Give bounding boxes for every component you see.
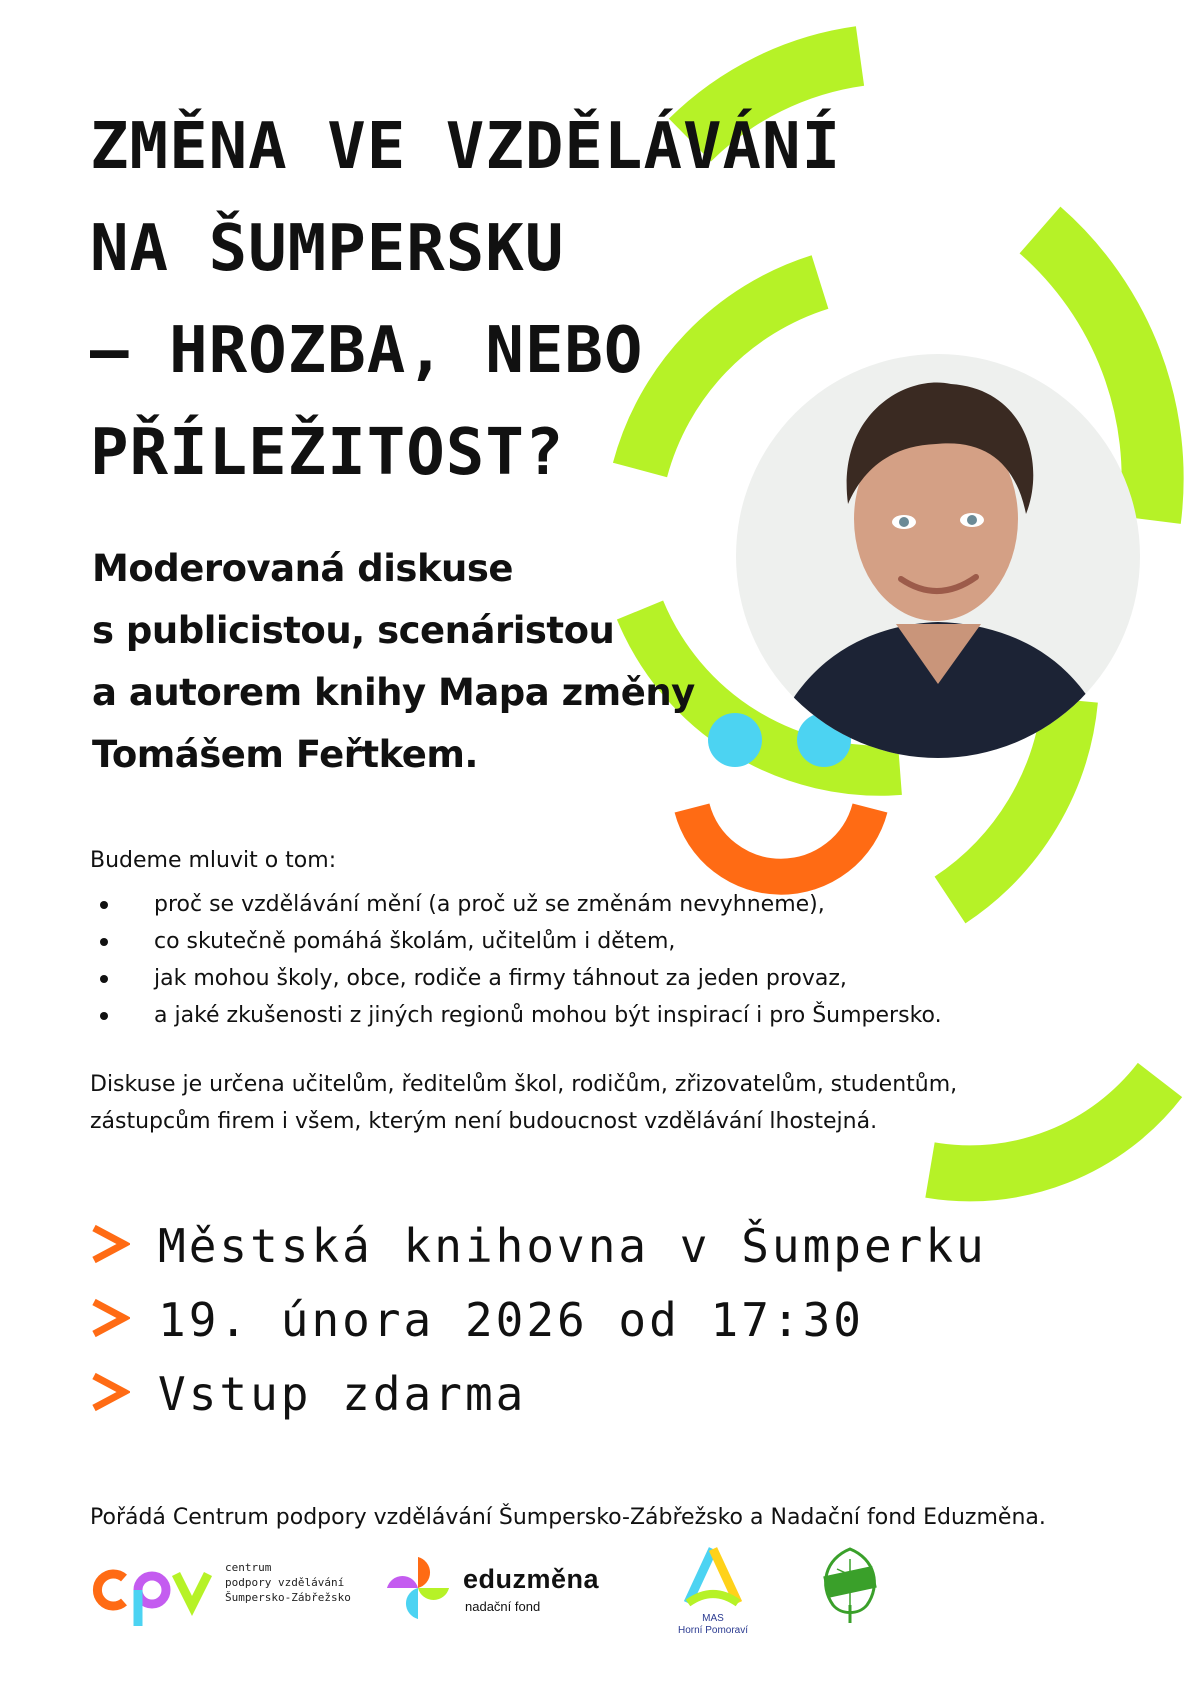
cpv-logo-text — [225, 1560, 351, 1605]
topics-list — [90, 886, 1050, 1034]
cpv-logo — [90, 1560, 218, 1630]
list-item — [90, 960, 1050, 997]
mas-horni-pomoravi-mark — [680, 1545, 746, 1611]
mas-horni-pomoravi-text — [668, 1613, 758, 1637]
audience-line: Diskuse je určena učitelům, ředitelům škol, rodičům, zřizovatelům, studentům, — [90, 1072, 958, 1097]
subtitle-line: Tomášem Feřtkem. — [92, 733, 478, 776]
audience-line: zástupcům firem i všem, kterým není budoucnost vzdělávání lhostejná. — [90, 1109, 878, 1134]
smile-arc — [692, 808, 870, 877]
subtitle-line: s publicistou, scenáristou — [92, 609, 615, 652]
audience-text — [90, 1066, 1080, 1140]
title-line: NA ŠUMPERSKU — [90, 212, 565, 286]
cpv-line: Šumpersko-Zábřežsko — [225, 1591, 351, 1604]
eduzmena-logo-sub: nadační fond — [465, 1599, 541, 1614]
mas-hp-line: MAS — [702, 1613, 724, 1624]
eduzmena-logo-name: eduzměna — [463, 1564, 600, 1594]
bullet-icon — [100, 901, 108, 909]
bullet-icon — [100, 938, 108, 946]
bullet-icon — [100, 975, 108, 983]
subtitle-line: a autorem knihy Mapa změny — [92, 671, 695, 714]
list-item — [90, 886, 1050, 923]
topic-text: jak mohou školy, obce, rodiče a firmy táhnout za jeden provaz, — [154, 966, 847, 991]
event-title — [90, 96, 841, 504]
organizer-text: Pořádá Centrum podpory vzdělávání Šumpersko-Zábřežsko a Nadační fond Eduzměna. — [90, 1505, 1046, 1530]
detail-text: Městská knihovna v Šumperku — [158, 1219, 987, 1273]
chevron-right-icon — [90, 1372, 130, 1412]
mas-hp-line: Horní Pomoraví — [677, 1625, 749, 1636]
cpv-line: centrum — [225, 1561, 272, 1574]
topics-intro: Budeme mluvit o tom: — [90, 848, 337, 873]
detail-venue — [90, 1210, 987, 1284]
bullet-icon — [100, 1012, 108, 1020]
detail-date — [90, 1284, 987, 1358]
event-subtitle — [92, 538, 732, 786]
eduzmena-pinwheel-icon — [385, 1555, 451, 1621]
chevron-right-icon — [90, 1298, 130, 1338]
topic-text: proč se vzdělávání mění (a proč už se změnám nevyhneme), — [154, 892, 825, 917]
detail-text: Vstup zdarma — [158, 1367, 527, 1421]
topic-text: co skutečně pomáhá školám, učitelům i dětem, — [154, 929, 676, 954]
title-line: PŘÍLEŽITOST? — [90, 416, 565, 490]
detail-admission — [90, 1358, 987, 1432]
list-item — [90, 997, 1050, 1034]
cpv-line: podpory vzdělávání — [225, 1576, 345, 1589]
subtitle-line: Moderovaná diskuse — [92, 547, 514, 590]
chevron-right-icon — [90, 1224, 130, 1264]
title-line: – HROZBA, NEBO — [90, 314, 644, 388]
title-line: ZMĚNA VE VZDĚLÁVÁNÍ — [90, 110, 842, 184]
topic-text: a jaké zkušenosti z jiných regionů mohou být inspirací i pro Šumpersko. — [154, 1003, 942, 1028]
list-item — [90, 923, 1050, 960]
mas-sumpersky-venkov-logo — [815, 1545, 885, 1625]
detail-text: 19. února 2026 od 17:30 — [158, 1293, 864, 1347]
event-details — [90, 1210, 987, 1432]
